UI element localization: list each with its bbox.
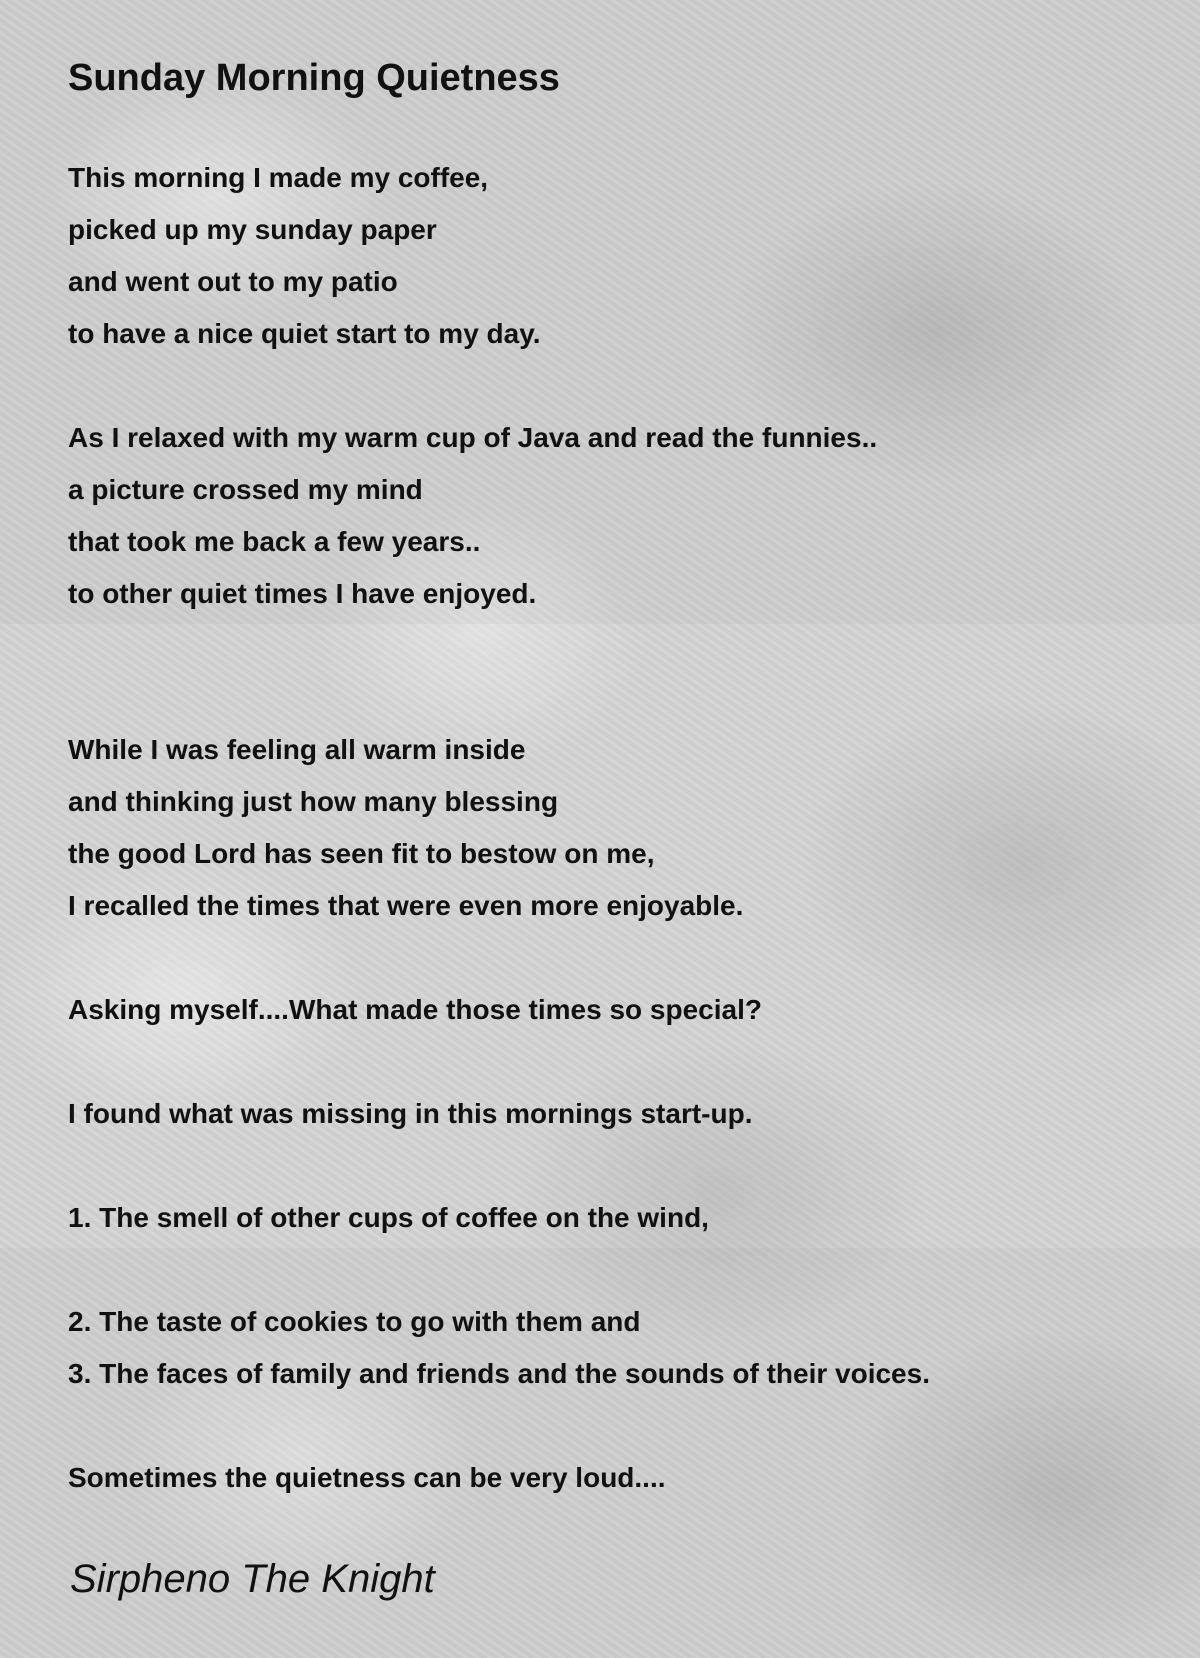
stanza-break [68,1140,1148,1192]
poem-container [68,52,1148,1504]
stanza-break [68,620,1148,672]
poem-line: 2. The taste of cookies to go with them and [68,1306,641,1337]
poem-line: I recalled the times that were even more enjoyable. [68,890,744,921]
poem-title: Sunday Morning Quietness [68,57,560,99]
poem-line: the good Lord has seen fit to bestow on me, [68,838,655,869]
poem-line: I found what was missing in this mornings start-up. [68,1098,753,1129]
stanza-break [68,932,1148,984]
stanza-break [68,672,1148,724]
poem-author: Sirpheno The Knight [70,1557,435,1601]
poem-body [68,152,1148,1504]
poem-line: Sometimes the quietness can be very loud.... [68,1462,666,1493]
poem-line: a picture crossed my mind [68,474,423,505]
poem-line: This morning I made my coffee, [68,162,489,193]
poem-line: that took me back a few years.. [68,526,481,557]
poem-line: picked up my sunday paper [68,214,437,245]
poem-line: 1. The smell of other cups of coffee on the wind, [68,1202,709,1233]
stanza-break [68,1400,1148,1452]
poem-line: to have a nice quiet start to my day. [68,318,541,349]
poem-line: to other quiet times I have enjoyed. [68,578,537,609]
stanza-break [68,1036,1148,1088]
poem-line: As I relaxed with my warm cup of Java and read the funnies.. [68,422,878,453]
stanza-break [68,1244,1148,1296]
poem-line: Asking myself....What made those times so special? [68,994,762,1025]
poem-line: While I was feeling all warm inside [68,734,526,765]
poem-line: and thinking just how many blessing [68,786,559,817]
poem-line: and went out to my patio [68,266,398,297]
stanza-break [68,360,1148,412]
poem-line: 3. The faces of family and friends and the sounds of their voices. [68,1358,930,1389]
